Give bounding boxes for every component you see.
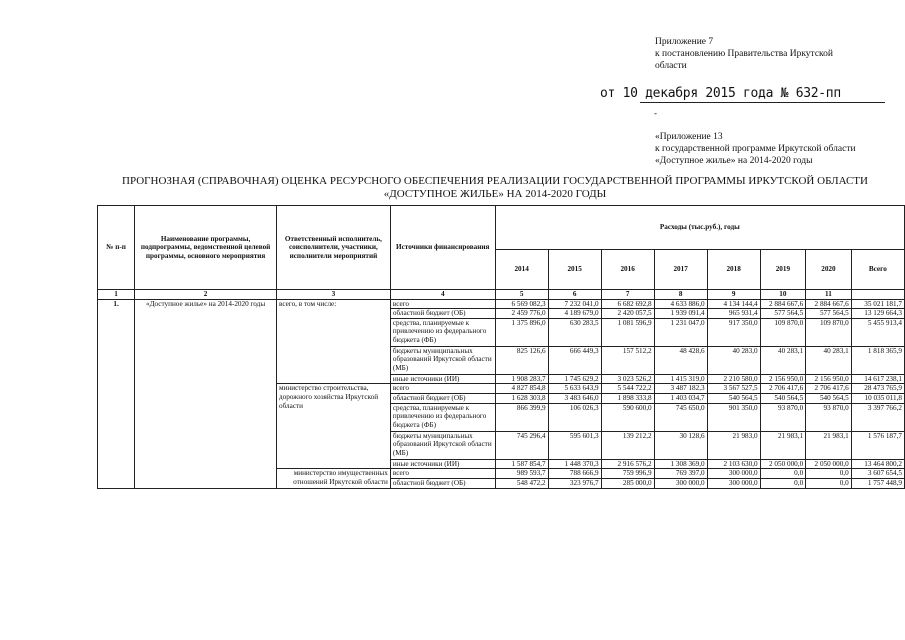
total-cell: 10 035 011,8 [851, 393, 904, 403]
total-cell: 3 607 654,5 [851, 469, 904, 479]
table-row [98, 299, 905, 309]
value-cell: 540 564,5 [806, 393, 852, 403]
value-cell: 3 483 646,0 [548, 393, 601, 403]
value-cell: 21 983,1 [806, 431, 852, 459]
program-name: «Доступное жилье» на 2014-2020 годы [135, 299, 277, 488]
value-cell: 1 898 333,8 [601, 393, 654, 403]
resource-table [97, 205, 905, 489]
value-cell: 745 650,0 [654, 403, 707, 431]
value-cell: 577 564,5 [806, 309, 852, 319]
value-cell: 1 308 369,0 [654, 459, 707, 469]
value-cell: 2 459 776,0 [495, 309, 548, 319]
value-cell: 285 000,0 [601, 478, 654, 488]
value-cell: 745 296,4 [495, 431, 548, 459]
value-cell: 2 103 630,0 [707, 459, 760, 469]
value-cell: 0,0 [806, 478, 852, 488]
header-total: Всего [851, 250, 904, 290]
total-cell: 3 397 766,2 [851, 403, 904, 431]
value-cell: 2 884 667,6 [760, 299, 806, 309]
value-cell: 540 564,5 [760, 393, 806, 403]
dash-mark: - [654, 108, 657, 118]
appendix-13-header [655, 131, 856, 167]
appendix-7-header [655, 36, 833, 72]
value-cell: 4 633 886,0 [654, 299, 707, 309]
value-cell: 769 397,0 [654, 469, 707, 479]
col-number [851, 290, 904, 300]
value-cell: 40 283,1 [760, 346, 806, 374]
value-cell: 109 870,0 [806, 318, 852, 346]
value-cell: 759 996,9 [601, 469, 654, 479]
value-cell: 917 350,0 [707, 318, 760, 346]
total-cell: 13 129 664,3 [851, 309, 904, 319]
value-cell: 965 931,4 [707, 309, 760, 319]
header-year: 2015 [548, 250, 601, 290]
total-cell: 14 617 238,1 [851, 374, 904, 384]
value-cell: 1 448 370,3 [548, 459, 601, 469]
value-cell: 548 472,2 [495, 478, 548, 488]
value-cell: 2 420 057,5 [601, 309, 654, 319]
source-cell: областной бюджет (ОБ) [390, 478, 495, 488]
source-cell: бюджеты муниципальных образований Иркутской области (МБ) [390, 346, 495, 374]
col-number: 5 [495, 290, 548, 300]
executor-cell: министерство имущественных отношений Иркутской области [276, 469, 390, 489]
value-cell: 3 023 526,2 [601, 374, 654, 384]
title-line-2: «ДОСТУПНОЕ ЖИЛЬЕ» НА 2014-2020 ГОДЫ [383, 188, 607, 200]
col-number: 1 [98, 290, 135, 300]
value-cell: 1 375 896,0 [495, 318, 548, 346]
value-cell: 2 050 000,0 [760, 459, 806, 469]
appendix-line: к постановлению Правительства Иркутской [655, 49, 834, 59]
value-cell: 1 415 319,0 [654, 374, 707, 384]
col-number: 8 [654, 290, 707, 300]
source-cell: областной бюджет (ОБ) [390, 309, 495, 319]
value-cell: 323 976,7 [548, 478, 601, 488]
title-line-1: ПРОГНОЗНАЯ (СПРАВОЧНАЯ) ОЦЕНКА РЕСУРСНОГО ОБЕСПЕЧЕНИЯ РЕАЛИЗАЦИИ ГОСУДАРСТВЕННОЙ ПРОГРАММЫ ИРКУТСКОЙ ОБЛАСТИ [122, 175, 868, 187]
value-cell: 30 128,6 [654, 431, 707, 459]
source-cell: иные источники (ИИ) [390, 374, 495, 384]
source-cell: средства, планируемые к привлечению из федерального бюджета (ФБ) [390, 318, 495, 346]
header-year: 2016 [601, 250, 654, 290]
header-year: 2019 [760, 250, 806, 290]
total-cell: 28 473 765,9 [851, 384, 904, 394]
value-cell: 4 189 679,0 [548, 309, 601, 319]
value-cell: 40 283,0 [707, 346, 760, 374]
appendix2-line: к государственной программе Иркутской области [655, 144, 856, 154]
col-number: 9 [707, 290, 760, 300]
value-cell: 109 870,0 [760, 318, 806, 346]
source-cell: областной бюджет (ОБ) [390, 393, 495, 403]
row-number: 1. [98, 299, 135, 488]
value-cell: 540 564,5 [707, 393, 760, 403]
value-cell: 2 156 950,0 [760, 374, 806, 384]
value-cell: 21 983,0 [707, 431, 760, 459]
value-cell: 901 350,0 [707, 403, 760, 431]
col-number: 6 [548, 290, 601, 300]
value-cell: 106 026,3 [548, 403, 601, 431]
value-cell: 989 593,7 [495, 469, 548, 479]
value-cell: 2 156 950,0 [806, 374, 852, 384]
source-cell: средства, планируемые к привлечению из федерального бюджета (ФБ) [390, 403, 495, 431]
appendix-line: области [655, 61, 687, 71]
order-underline [640, 102, 885, 103]
value-cell: 300 000,0 [707, 478, 760, 488]
header-responsible: Ответственный исполнитель, соисполнители, участники, исполнители мероприятий [276, 206, 390, 290]
value-cell: 0,0 [760, 478, 806, 488]
value-cell: 6 682 692,8 [601, 299, 654, 309]
total-cell: 1 757 448,9 [851, 478, 904, 488]
source-cell: всего [390, 384, 495, 394]
value-cell: 3 487 182,3 [654, 384, 707, 394]
value-cell: 2 050 000,0 [806, 459, 852, 469]
col-number: 10 [760, 290, 806, 300]
source-cell: всего [390, 299, 495, 309]
appendix2-line: «Доступное жилье» на 2014-2020 годы [655, 156, 813, 166]
value-cell: 6 569 082,3 [495, 299, 548, 309]
col-number: 2 [135, 290, 277, 300]
value-cell: 7 232 041,0 [548, 299, 601, 309]
header-year: 2014 [495, 250, 548, 290]
document-title [100, 175, 890, 201]
executor-cell: всего, в том числе: [276, 299, 390, 384]
value-cell: 1 939 091,4 [654, 309, 707, 319]
value-cell: 40 283,1 [806, 346, 852, 374]
value-cell: 139 212,2 [601, 431, 654, 459]
value-cell: 788 666,9 [548, 469, 601, 479]
total-cell: 13 464 800,2 [851, 459, 904, 469]
value-cell: 1 908 283,7 [495, 374, 548, 384]
col-number: 4 [390, 290, 495, 300]
value-cell: 1 587 854,7 [495, 459, 548, 469]
value-cell: 4 827 854,8 [495, 384, 548, 394]
value-cell: 5 544 722,2 [601, 384, 654, 394]
col-number: 11 [806, 290, 852, 300]
value-cell: 866 399,9 [495, 403, 548, 431]
value-cell: 0,0 [760, 469, 806, 479]
value-cell: 595 601,3 [548, 431, 601, 459]
header-expenses: Расходы (тыс.руб.), годы [495, 206, 904, 250]
value-cell: 0,0 [806, 469, 852, 479]
value-cell: 5 633 643,9 [548, 384, 601, 394]
source-cell: всего [390, 469, 495, 479]
header-year: 2020 [806, 250, 852, 290]
order-line: от 10 декабря 2015 года № 632-пп [600, 86, 841, 101]
appendix-line: Приложение 7 [655, 37, 714, 47]
value-cell: 93 870,0 [806, 403, 852, 431]
col-number: 3 [276, 290, 390, 300]
value-cell: 3 567 527,5 [707, 384, 760, 394]
value-cell: 1 403 034,7 [654, 393, 707, 403]
value-cell: 1 231 047,0 [654, 318, 707, 346]
total-cell: 1 818 365,9 [851, 346, 904, 374]
header-year: 2018 [707, 250, 760, 290]
value-cell: 48 428,6 [654, 346, 707, 374]
table-body [98, 299, 905, 488]
header-source: Источники финансирования [390, 206, 495, 290]
executor-cell: министерство строительства, дорожного хозяйства Иркутской области [276, 384, 390, 469]
value-cell: 2 884 667,6 [806, 299, 852, 309]
value-cell: 590 600,0 [601, 403, 654, 431]
col-number: 7 [601, 290, 654, 300]
total-cell: 1 576 187,7 [851, 431, 904, 459]
value-cell: 21 983,1 [760, 431, 806, 459]
value-cell: 630 283,5 [548, 318, 601, 346]
value-cell: 93 870,0 [760, 403, 806, 431]
value-cell: 2 706 417,6 [806, 384, 852, 394]
value-cell: 4 134 144,4 [707, 299, 760, 309]
header-num: № п-п [98, 206, 135, 290]
value-cell: 577 564,5 [760, 309, 806, 319]
header-name: Наименование программы, подпрограммы, ведомственной целевой программы, основного мероприятия [135, 206, 277, 290]
value-cell: 2 210 580,0 [707, 374, 760, 384]
total-cell: 35 021 181,7 [851, 299, 904, 309]
value-cell: 157 512,2 [601, 346, 654, 374]
value-cell: 1 628 303,8 [495, 393, 548, 403]
value-cell: 1 081 596,9 [601, 318, 654, 346]
appendix2-line: «Приложение 13 [655, 132, 723, 142]
value-cell: 2 706 417,6 [760, 384, 806, 394]
value-cell: 300 000,0 [654, 478, 707, 488]
value-cell: 666 449,3 [548, 346, 601, 374]
value-cell: 300 000,0 [707, 469, 760, 479]
header-year: 2017 [654, 250, 707, 290]
source-cell: иные источники (ИИ) [390, 459, 495, 469]
source-cell: бюджеты муниципальных образований Иркутской области (МБ) [390, 431, 495, 459]
value-cell: 1 745 629,2 [548, 374, 601, 384]
total-cell: 5 455 913,4 [851, 318, 904, 346]
value-cell: 825 126,6 [495, 346, 548, 374]
value-cell: 2 916 576,2 [601, 459, 654, 469]
